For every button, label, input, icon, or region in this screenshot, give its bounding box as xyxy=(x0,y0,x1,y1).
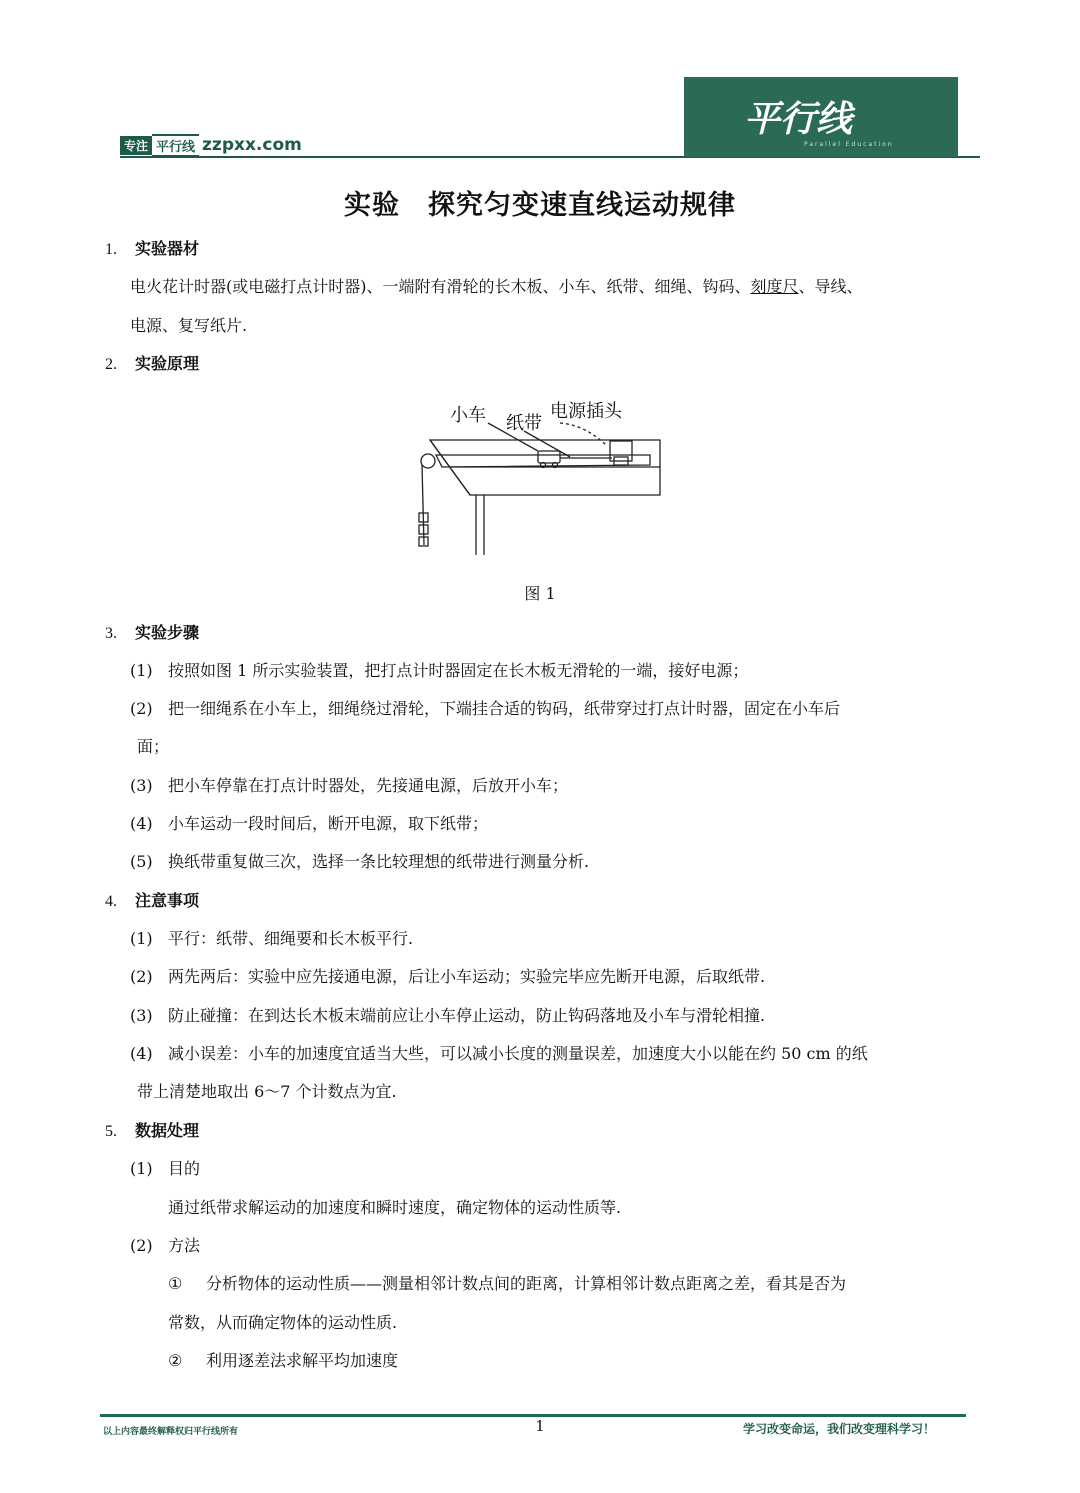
item-text: 换纸带重复做三次，选择一条比较理想的纸带进行测量分析. xyxy=(168,852,590,871)
section-title: 注意事项 xyxy=(135,891,200,910)
item-number: ② xyxy=(168,1351,183,1370)
text-run: 电火花计时器(或电磁打点计时器)、一端附有滑轮的长木板、小车、纸带、细绳、钩码、 xyxy=(130,277,751,296)
item-number: (4) xyxy=(130,814,153,833)
paragraph-line: 通过纸带求解运动的加速度和瞬时速度，确定物体的运动性质等. xyxy=(168,1198,622,1217)
section-number: 5. xyxy=(105,1123,117,1140)
list-item xyxy=(130,811,488,834)
list-item xyxy=(130,773,568,796)
logo-icon xyxy=(742,97,902,141)
item-text: 减小误差：小车的加速度宜适当大些，可以减小长度的测量误差，加速度大小以能在约 50 cm 的纸 xyxy=(168,1044,868,1063)
item-text: 分析物体的运动性质——测量相邻计数点间的距离，计算相邻计数点距离之差，看其是否为 xyxy=(206,1274,847,1293)
list-item xyxy=(168,1348,398,1371)
item-text: 方法 xyxy=(168,1236,201,1255)
brand-tag-name: 平行线 xyxy=(152,134,199,157)
section-heading-4 xyxy=(105,888,199,911)
item-text: 小车运动一段时间后，断开电源，取下纸带； xyxy=(168,814,489,833)
list-item xyxy=(130,696,840,719)
list-item-continued: 面； xyxy=(137,737,170,756)
underlined-term: 刻度尺 xyxy=(750,277,799,296)
section-number: 2. xyxy=(105,356,117,373)
list-item xyxy=(130,849,589,872)
footer-slogan: 学习改变命运，我们改变理科学习！ xyxy=(742,1422,935,1436)
list-item-continued: 常数，从而确定物体的运动性质. xyxy=(168,1313,398,1332)
logo-text: 平行线 xyxy=(744,99,853,140)
item-text: 平行：纸带、细绳要和长木板平行. xyxy=(168,929,414,948)
section-title: 实验步骤 xyxy=(135,623,200,642)
power-cord xyxy=(560,423,606,445)
section-title: 实验器材 xyxy=(135,239,200,258)
item-text: 把一细绳系在小车上，细绳绕过滑轮，下端挂合适的钩码，纸带穿过打点计时器，固定在小车后 xyxy=(168,699,841,718)
page-title: 实验 探究匀变速直线运动规律 xyxy=(344,190,736,221)
page-number: 1 xyxy=(535,1417,545,1435)
pulley xyxy=(421,454,435,468)
experiment-apparatus-figure xyxy=(410,395,670,565)
label-tape: 纸带 xyxy=(506,413,542,434)
item-number: (4) xyxy=(130,1044,153,1063)
footer-copyright: 以上内容最终解释权归平行线所有 xyxy=(103,1427,239,1437)
section-heading-3 xyxy=(105,620,199,643)
item-text: 把小车停靠在打点计时器处，先接通电源，后放开小车； xyxy=(168,776,569,795)
brand-tag-box: 专注 xyxy=(120,136,152,155)
list-item-continued: 带上清楚地取出 6～7 个计数点为宜. xyxy=(137,1082,397,1101)
brand-logo xyxy=(684,77,958,157)
item-text: 两先两后：实验中应先接通电源，后让小车运动；实验完毕应先断开电源，后取纸带. xyxy=(168,967,766,986)
section-heading-2 xyxy=(105,351,199,374)
section-title: 实验原理 xyxy=(135,354,200,373)
section-number: 4. xyxy=(105,893,117,910)
section-heading-1 xyxy=(105,236,199,259)
item-text: 目的 xyxy=(168,1159,201,1178)
section-number: 3. xyxy=(105,625,117,642)
item-number: (1) xyxy=(130,661,153,680)
cart xyxy=(538,451,560,463)
hanging-string xyxy=(422,465,424,545)
list-item xyxy=(130,1041,868,1064)
list-item xyxy=(130,1156,200,1179)
text-run: 、导线、 xyxy=(798,277,863,296)
figure-caption: 图 1 xyxy=(524,584,556,603)
item-number: ① xyxy=(168,1274,183,1293)
item-number: (5) xyxy=(130,852,153,871)
item-number: (3) xyxy=(130,1006,153,1025)
item-number: (2) xyxy=(130,699,153,718)
item-text: 按照如图 1 所示实验装置，把打点计时器固定在长木板无滑轮的一端，接好电源； xyxy=(168,661,749,680)
item-number: (1) xyxy=(130,929,153,948)
section-heading-5 xyxy=(105,1118,199,1141)
item-number: (3) xyxy=(130,776,153,795)
brand-tag xyxy=(120,136,302,154)
paragraph-line xyxy=(130,274,863,297)
list-item xyxy=(130,1003,765,1026)
item-number: (2) xyxy=(130,1236,153,1255)
item-text: 利用逐差法求解平均加速度 xyxy=(206,1351,399,1370)
label-plug: 电源插头 xyxy=(550,401,622,422)
section-title: 数据处理 xyxy=(135,1121,200,1140)
list-item xyxy=(130,926,413,949)
timer xyxy=(610,441,632,461)
list-item xyxy=(168,1271,846,1294)
list-item xyxy=(130,964,765,987)
label-car: 小车 xyxy=(450,405,486,426)
section-number: 1. xyxy=(105,241,117,258)
item-number: (2) xyxy=(130,967,153,986)
list-item xyxy=(130,1233,200,1256)
item-text: 防止碰撞：在到达长木板末端前应让小车停止运动，防止钩码落地及小车与滑轮相撞. xyxy=(168,1006,766,1025)
list-item xyxy=(130,658,748,681)
item-number: (1) xyxy=(130,1159,153,1178)
brand-url: zzpxx.com xyxy=(202,135,302,155)
paragraph-line: 电源、复写纸片. xyxy=(130,316,248,335)
logo-subtitle: Parallel Education xyxy=(804,141,894,148)
